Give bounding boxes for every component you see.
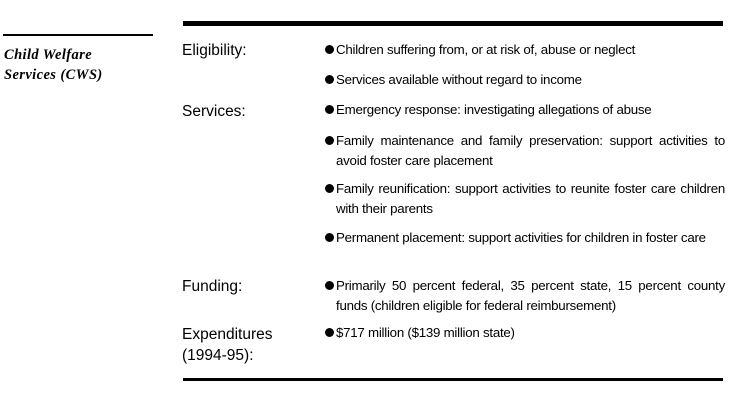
eligibility-item: Children suffering from, or at risk of, abuse or neglect	[324, 40, 725, 60]
services-item: Emergency response: investigating allegations of abuse	[324, 100, 725, 120]
sidebar-divider	[3, 34, 153, 36]
expenditures-label	[182, 324, 272, 366]
bullet-icon	[324, 276, 336, 296]
services-label: Services:	[182, 103, 246, 120]
program-title-line-2: Services (CWS)	[4, 67, 103, 83]
bullet-icon	[324, 131, 336, 151]
bullet-icon	[324, 40, 336, 60]
expenditures-item: $717 million ($139 million state)	[324, 323, 725, 343]
program-title	[4, 45, 154, 85]
services-item: Permanent placement: support activities for children in foster care	[324, 228, 725, 248]
bullet-icon	[324, 179, 336, 199]
services-item: Family reunification: support activities to reunite foster care children with their parents	[324, 179, 725, 219]
bullet-icon	[324, 100, 336, 120]
funding-item: Primarily 50 percent federal, 35 percent state, 15 percent county funds (children eligible for federal reimbursement)	[324, 276, 725, 316]
expenditures-label-line-2: (1994-95):	[182, 347, 254, 364]
eligibility-label: Eligibility:	[182, 42, 247, 59]
eligibility-item: Services available without regard to income	[324, 70, 725, 90]
bullet-icon	[324, 228, 336, 248]
services-item: Family maintenance and family preservation: support activities to avoid foster care placement	[324, 131, 725, 171]
program-title-line-1: Child Welfare	[4, 47, 93, 63]
table-top-rule	[183, 21, 723, 26]
funding-label: Funding:	[182, 278, 243, 295]
bullet-icon	[324, 70, 336, 90]
bullet-icon	[324, 323, 336, 343]
expenditures-label-line-1: Expenditures	[182, 326, 273, 343]
table-bottom-rule	[183, 378, 723, 381]
